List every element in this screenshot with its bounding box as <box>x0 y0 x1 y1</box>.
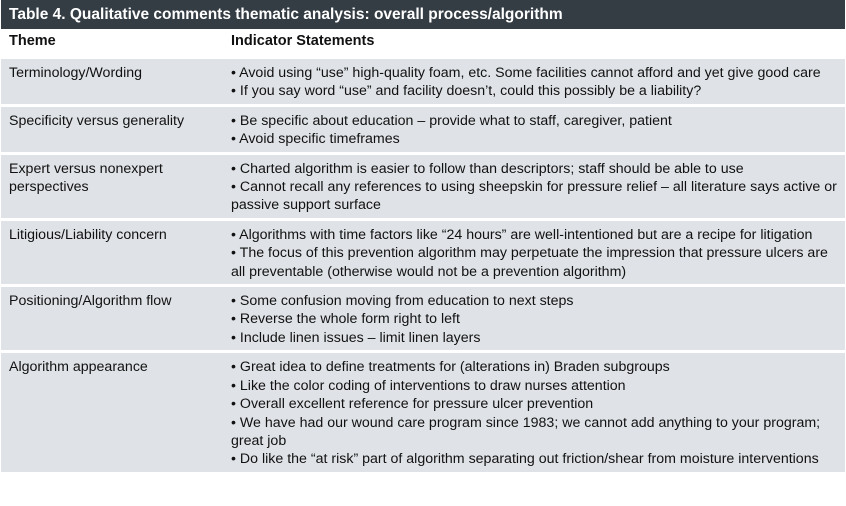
table-row <box>1 56 845 104</box>
theme-cell: Algorithm appearance <box>1 350 223 471</box>
theme-cell: Specificity versus generality <box>1 104 223 152</box>
statement: • Great idea to define treatments for (alterations in) Braden subgroups <box>231 359 670 376</box>
statements-cell <box>223 104 845 152</box>
table-row <box>1 104 845 152</box>
statements-cell <box>223 218 845 284</box>
theme-cell: Positioning/Algorithm flow <box>1 284 223 350</box>
column-header-theme: Theme <box>1 29 223 56</box>
statement: • Avoid using “use” high-quality foam, etc. Some facilities cannot afford and yet give good care <box>231 65 821 81</box>
theme-cell: Expert versus nonexpert perspectives <box>1 152 223 218</box>
statements-cell <box>223 350 845 471</box>
statement: • Some confusion moving from education to next steps <box>231 293 574 310</box>
statement: • If you say word “use” and facility doesn’t, could this possibly be a liability? <box>231 83 702 100</box>
statement: • Reverse the whole form right to left <box>231 311 460 328</box>
theme-cell: Litigious/Liability concern <box>1 218 223 284</box>
table-row <box>1 218 845 284</box>
table-row <box>1 350 845 471</box>
table-row <box>1 284 845 350</box>
statement: • We have had our wound care program since 1983; we cannot add anything to your program; great job <box>231 414 821 449</box>
statement: • Algorithms with time factors like “24 hours” are well-intentioned but are a recipe for litigation <box>231 226 813 243</box>
statements-cell <box>223 56 845 104</box>
statements-cell <box>223 152 845 218</box>
statement: • The focus of this prevention algorithm may perpetuate the impression that pressure ulcers are all preventable (otherwise would not be a prevention algorithm) <box>231 245 828 280</box>
column-header-indicator-statements: Indicator Statements <box>223 29 845 56</box>
statement: • Like the color coding of interventions to draw nurses attention <box>231 377 626 394</box>
statement: • Charted algorithm is easier to follow than descriptors; staff should be able to use <box>231 160 744 177</box>
theme-cell: Terminology/Wording <box>1 56 223 104</box>
header-row <box>1 29 845 56</box>
table-row <box>1 152 845 218</box>
statement: • Cannot recall any references to using sheepskin for pressure relief – all literature says active or passive support surface <box>231 179 837 214</box>
table-title: Table 4. Qualitative comments thematic analysis: overall process/algorithm <box>1 0 845 29</box>
thematic-analysis-table <box>1 29 845 472</box>
statement: • Overall excellent reference for pressure ulcer prevention <box>231 396 594 413</box>
statement: • Include linen issues – limit linen layers <box>231 329 481 346</box>
statement: • Do like the “at risk” part of algorithm separating out friction/shear from moisture interventions <box>231 451 819 468</box>
statement: • Be specific about education – provide what to staff, caregiver, patient <box>231 112 672 129</box>
statement: • Avoid specific timeframes <box>231 131 400 148</box>
statements-cell <box>223 284 845 350</box>
